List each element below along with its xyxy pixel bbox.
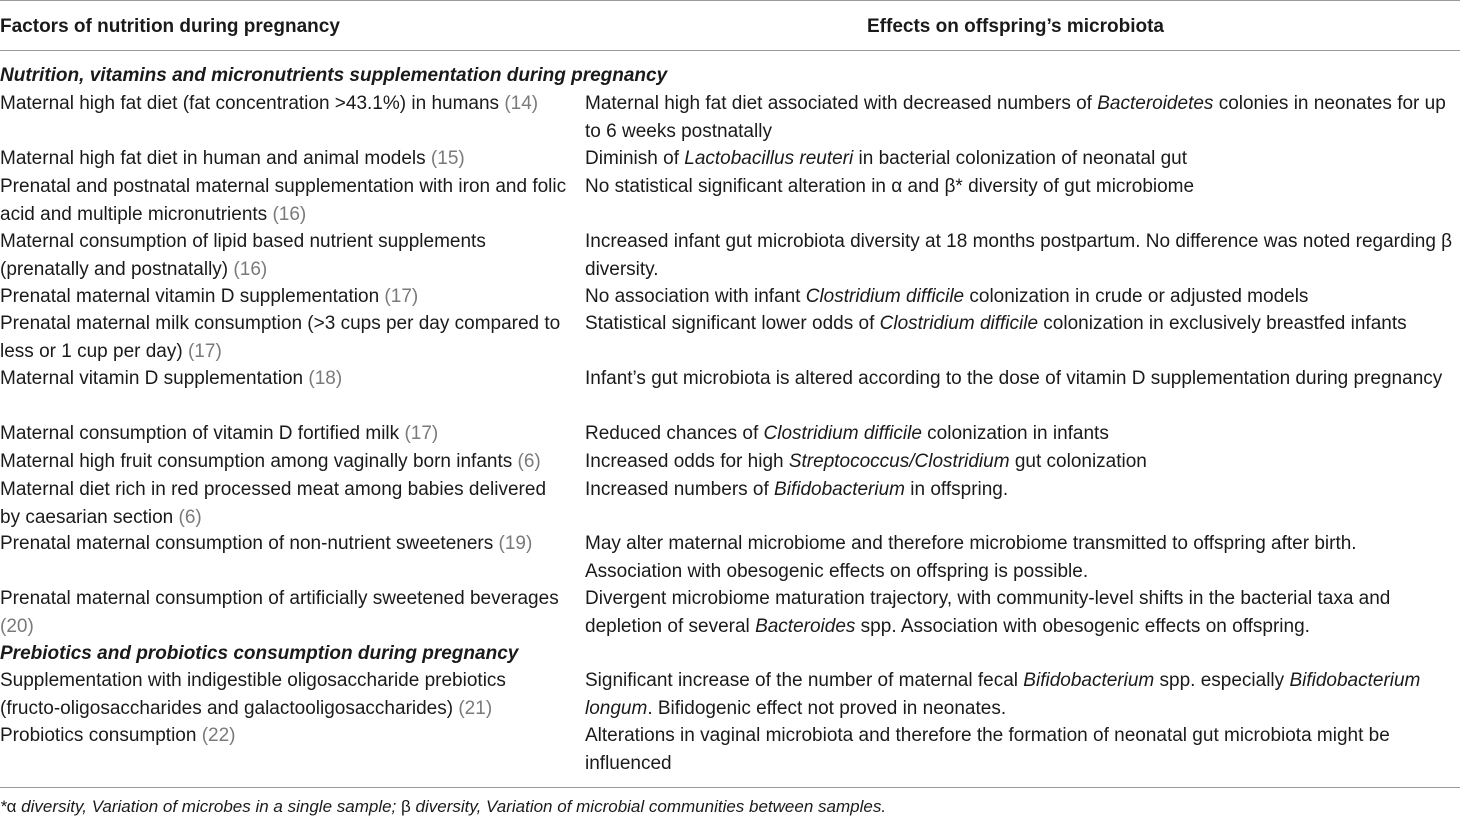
effect-text: Reduced chances of bbox=[585, 423, 764, 444]
effect-text: No association with infant bbox=[585, 286, 806, 307]
effect-text: Maternal high fat diet associated with decreased numbers of bbox=[585, 93, 1098, 114]
top-rule bbox=[0, 0, 1460, 1]
effect-text: Alterations in vaginal microbiota and therefore the formation of neonatal gut microbiota might be influenced bbox=[585, 725, 1390, 774]
effect-cell bbox=[585, 365, 1457, 393]
header-rule bbox=[0, 50, 1460, 51]
effect-cell bbox=[585, 310, 1457, 338]
effect-text: Increased infant gut microbiota diversity at 18 months postpartum. No difference was noted regarding β diversity. bbox=[585, 231, 1453, 280]
effect-text: Significant increase of the number of maternal fecal bbox=[585, 670, 1024, 691]
effect-cell bbox=[585, 228, 1457, 283]
effect-text: in offspring. bbox=[905, 479, 1009, 500]
factor-cell: Probiotics consumption (22) bbox=[0, 725, 236, 746]
taxon-name: Lactobacillus reuteri bbox=[684, 148, 854, 169]
column-header-effects: Effects on offspring’s microbiota bbox=[867, 16, 1164, 37]
reference-link[interactable]: (17) bbox=[187, 340, 222, 362]
effect-cell bbox=[585, 173, 1457, 201]
reference-link[interactable]: (16) bbox=[233, 258, 268, 280]
taxon-name: Bacteroides bbox=[755, 615, 856, 637]
bottom-rule bbox=[0, 787, 1460, 788]
effect-text: spp. especially bbox=[1154, 670, 1290, 691]
effect-cell bbox=[585, 585, 1457, 640]
effect-cell bbox=[585, 667, 1457, 722]
taxon-name: Bifidobacterium bbox=[774, 479, 905, 500]
effect-text: spp. Association with obesogenic effects on offspring. bbox=[855, 615, 1310, 637]
effect-cell bbox=[585, 90, 1457, 145]
taxon-name: Bifidobacterium longum bbox=[585, 670, 1421, 719]
factor-cell: Prenatal and postnatal maternal supplementation with iron and folic acid and multiple micronutrients (16) bbox=[0, 176, 567, 225]
factor-cell: Maternal high fat diet (fat concentration >43.1%) in humans (14) bbox=[0, 93, 539, 114]
effect-text: Increased odds for high bbox=[585, 451, 789, 472]
effect-text: . Bifidogenic effect not proved in neonates. bbox=[647, 697, 1007, 719]
reference-link[interactable]: (21) bbox=[458, 697, 493, 719]
taxon-name: Bacteroidetes bbox=[1097, 93, 1214, 114]
reference-link[interactable]: (6) bbox=[178, 506, 202, 528]
factor-cell: Prenatal maternal consumption of artificially sweetened beverages (20) bbox=[0, 588, 559, 637]
column-header-factors: Factors of nutrition during pregnancy bbox=[0, 16, 340, 37]
factor-cell: Maternal vitamin D supplementation (18) bbox=[0, 368, 343, 389]
factor-cell: Maternal consumption of lipid based nutrient supplements (prenatally and postnatally) (16) bbox=[0, 231, 486, 280]
effect-text: Increased numbers of bbox=[585, 479, 775, 500]
effect-cell bbox=[585, 283, 1457, 311]
factor-cell: Maternal consumption of vitamin D fortified milk (17) bbox=[0, 423, 439, 444]
taxon-name: Bifidobacterium bbox=[1023, 670, 1155, 691]
effect-text: in bacterial colonization of neonatal gut bbox=[853, 148, 1188, 169]
effect-text: Infant’s gut microbiota is altered according to the dose of vitamin D supplementation during pregnancy bbox=[585, 368, 1443, 389]
taxon-name: Clostridium difficile bbox=[879, 313, 1039, 334]
reference-link[interactable]: (6) bbox=[517, 451, 541, 472]
factor-cell: Maternal diet rich in red processed meat among babies delivered by caesarian section (6) bbox=[0, 479, 547, 528]
effect-text: colonization in crude or adjusted models bbox=[964, 286, 1309, 307]
effect-text: colonization in exclusively breastfed infants bbox=[1038, 313, 1407, 334]
reference-link[interactable]: (15) bbox=[430, 148, 465, 169]
effect-cell bbox=[585, 420, 1457, 448]
reference-link[interactable]: (22) bbox=[201, 725, 236, 746]
effect-text: Divergent microbiome maturation trajectory, with community-level shifts in the bacterial taxa and depletion of several bbox=[585, 588, 1391, 637]
factor-cell: Supplementation with indigestible oligosaccharide prebiotics (fructo-oligosaccharides and galactooligosaccharides) (21) bbox=[0, 670, 506, 719]
effect-cell bbox=[585, 722, 1457, 777]
taxon-name: Streptococcus/Clostridium bbox=[788, 451, 1010, 472]
effect-cell bbox=[585, 448, 1457, 476]
section-heading-probiotics: Prebiotics and probiotics consumption during pregnancy bbox=[0, 643, 519, 664]
factor-cell: Maternal high fruit consumption among vaginally born infants (6) bbox=[0, 451, 541, 472]
footnote: *α diversity, Variation of microbes in a single sample; β diversity, Variation of microbial communities between samples. bbox=[0, 797, 887, 816]
reference-link[interactable]: (18) bbox=[308, 368, 343, 389]
factor-cell: Prenatal maternal vitamin D supplementation (17) bbox=[0, 286, 419, 307]
factor-cell: Prenatal maternal consumption of non-nutrient sweeteners (19) bbox=[0, 533, 533, 554]
reference-link[interactable]: (14) bbox=[504, 93, 539, 114]
reference-link[interactable]: (17) bbox=[404, 423, 439, 444]
effect-text: No statistical significant alteration in α and β* diversity of gut microbiome bbox=[585, 176, 1195, 197]
section-heading-nutrition: Nutrition, vitamins and micronutrients supplementation during pregnancy bbox=[0, 65, 668, 86]
taxon-name: Clostridium difficile bbox=[805, 286, 965, 307]
effect-cell bbox=[585, 476, 1457, 504]
reference-link[interactable]: (17) bbox=[384, 286, 419, 307]
effect-cell bbox=[585, 530, 1457, 585]
effect-text: Statistical significant lower odds of bbox=[585, 313, 880, 334]
factor-cell: Maternal high fat diet in human and animal models (15) bbox=[0, 148, 465, 169]
effect-text: May alter maternal microbiome and therefore microbiome transmitted to offspring after birth. Association with obesogenic effects on offspring is possible. bbox=[585, 533, 1357, 582]
effect-text: gut colonization bbox=[1009, 451, 1147, 472]
reference-link[interactable]: (20) bbox=[0, 615, 34, 637]
reference-link[interactable]: (16) bbox=[272, 203, 307, 225]
reference-link[interactable]: (19) bbox=[498, 533, 533, 554]
taxon-name: Clostridium difficile bbox=[763, 423, 922, 444]
effect-text: Diminish of bbox=[585, 148, 685, 169]
effect-cell bbox=[585, 145, 1457, 173]
factor-cell: Prenatal maternal milk consumption (>3 cups per day compared to less or 1 cup per day) (17) bbox=[0, 313, 561, 362]
effect-text: colonization in infants bbox=[921, 423, 1109, 444]
effect-text: colonies in neonates for up to 6 weeks postnatally bbox=[585, 93, 1446, 142]
